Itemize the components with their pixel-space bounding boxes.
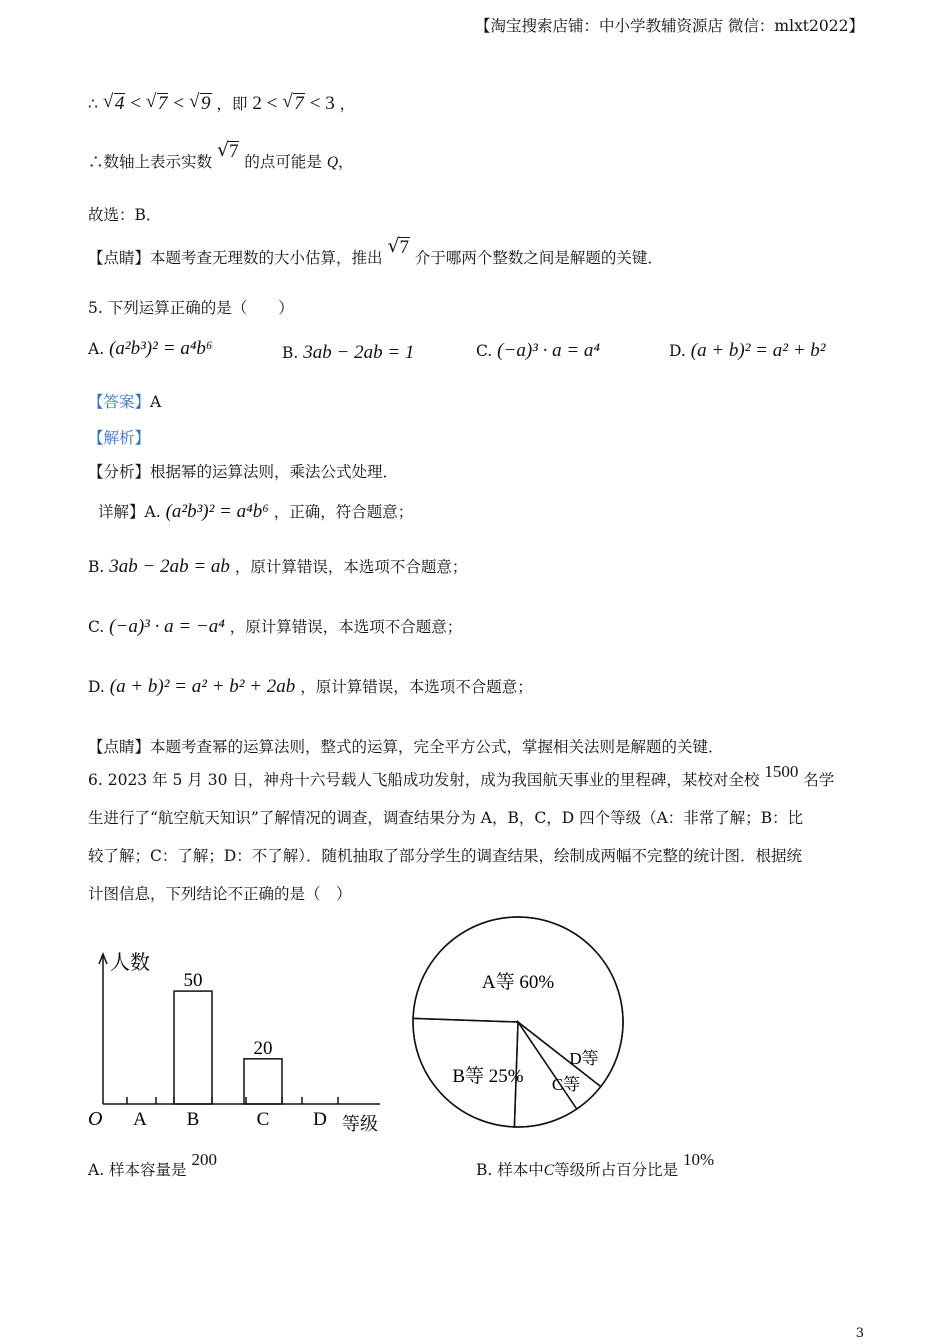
detail-c-pre: C. xyxy=(88,618,105,636)
q4-point-line xyxy=(88,141,354,172)
sqrt-7-b: √ 7 xyxy=(282,93,305,115)
q5-detail-b xyxy=(88,555,467,578)
bar-chart xyxy=(80,940,400,1140)
answer-value: A xyxy=(150,393,162,411)
pie-label-c: C等 xyxy=(551,1075,581,1094)
q6-opt-b-post: 等级所占百分比是 xyxy=(554,1161,679,1179)
therefore-symbol: ∴ xyxy=(88,95,98,113)
line2-pre: ∴数轴上表示实数 xyxy=(88,153,213,171)
q5-detail-c xyxy=(88,615,462,638)
bar-value-label-b: 50 xyxy=(183,970,203,992)
page-number: 3 xyxy=(855,1326,864,1341)
bar-b xyxy=(174,991,212,1104)
lt-2: < xyxy=(173,93,185,114)
detail-a-post: ，正确，符合题意； xyxy=(273,503,414,521)
comma-ji: ，即 xyxy=(216,95,248,113)
q6-opt-b-value: 10% xyxy=(683,1150,715,1169)
q4-dianjing xyxy=(88,237,663,268)
bar-category-label-b: B xyxy=(186,1109,200,1130)
detail-c-expr: (−a)³ · a = −a⁴ xyxy=(109,616,225,637)
detail-d-expr: (a + b)² = a² + b² + 2ab xyxy=(109,676,296,697)
detail-b-pre: B. xyxy=(88,558,105,576)
bar-origin-label: O xyxy=(88,1108,103,1130)
detail-a-expr: (a²b³)² = a⁴b⁶ xyxy=(165,501,269,522)
pie-label-d: D等 xyxy=(569,1049,599,1068)
pie-label-a: A等 60% xyxy=(481,972,555,993)
dianjing-pre: 【点睛】本题考查无理数的大小估算，推出 xyxy=(88,249,383,267)
q5-detail-a xyxy=(98,500,413,523)
q6-line1 xyxy=(88,762,835,790)
q6-opt-a-value: 200 xyxy=(191,1150,217,1169)
q5-fenxi: 【分析】根据幂的运算法则，乘法公式处理． xyxy=(88,463,399,481)
sqrt-7: √ 7 xyxy=(146,93,169,115)
q5-analysis-tag: 【解析】 xyxy=(88,429,151,447)
detail-c-post: ，原计算错误，本选项不合题意； xyxy=(229,618,463,636)
q5-option-c xyxy=(476,340,600,362)
bar-y-label: 人数 xyxy=(110,950,150,974)
q6-line1-post: 名学 xyxy=(803,771,835,789)
lt-1: < xyxy=(130,93,141,114)
opt-a-label: A. xyxy=(88,340,105,358)
opt-d-expr: (a + b)² = a² + b² xyxy=(690,340,826,361)
dianjing-post: 介于哪两个整数之间是解题的关键． xyxy=(414,249,663,267)
detail-d-post: ，原计算错误，本选项不合题意； xyxy=(300,678,533,696)
opt-b-expr: 3ab − 2ab = 1 xyxy=(303,342,415,363)
bar-c xyxy=(244,1059,282,1104)
bar-value-label-c: 20 xyxy=(253,1037,273,1059)
q5-stem: 5. 下列运算正确的是（ ） xyxy=(88,299,294,317)
sqrt-4: √ 4 xyxy=(103,93,126,115)
q5-detail-d xyxy=(88,675,533,698)
opt-a-rhs: = a⁴b⁶ xyxy=(162,338,213,359)
bar-category-label-d: D xyxy=(313,1109,327,1130)
q6-option-a xyxy=(88,1150,217,1180)
ineq2-left: 2 < xyxy=(252,93,278,114)
line2-end: ， xyxy=(338,153,354,171)
detail-a-pre: 详解】A. xyxy=(98,503,161,521)
q6-opt-a-text: A. 样本容量是 xyxy=(88,1161,187,1179)
header-shop-note: 【淘宝搜索店铺：中小学教辅资源店 微信：mlxt2022】 xyxy=(474,17,864,35)
bar-category-label-a: A xyxy=(133,1109,147,1130)
ineq2-right: < 3 xyxy=(309,93,335,114)
q6-line1-pre: 6. 2023 年 5 月 30 日，神舟十六号载人飞船成功发射，成为我国航天事业的里程碑，某校对全校 xyxy=(88,771,760,789)
comma-end: ， xyxy=(339,95,356,113)
opt-c-expr: (−a)³ · a = a⁴ xyxy=(497,340,601,361)
pie-chart xyxy=(408,912,630,1134)
opt-c-label: C. xyxy=(476,342,493,360)
q5-dianjing: 【点睛】本题考查幂的运算法则，整式的运算，完全平方公式，掌握相关法则是解题的关键． xyxy=(88,738,724,756)
answer-tag: 【答案】 xyxy=(88,393,151,411)
q6-opt-b-c: C xyxy=(543,1162,555,1179)
q6-line4: 计图信息，下列结论不正确的是（ ） xyxy=(88,885,352,903)
bar-x-label: 等级 xyxy=(342,1114,378,1135)
detail-d-pre: D. xyxy=(88,678,105,696)
q6-opt-b-pre: B. 样本中 xyxy=(476,1161,544,1179)
sqrt-9: √ 9 xyxy=(189,93,212,115)
q6-line2: 生进行了“航空航天知识”了解情况的调查，调查结果分为 A，B，C，D 四个等级（A：非常了解；B：比 xyxy=(88,809,804,827)
point-q: Q xyxy=(326,154,339,171)
opt-a-lhs: (a²b³)² xyxy=(109,338,158,359)
opt-d-label: D. xyxy=(669,342,686,360)
q5-option-a xyxy=(88,338,213,360)
bar-category-label-c: C xyxy=(256,1109,270,1130)
line2-post: 的点可能是 xyxy=(244,153,322,171)
q5-option-d xyxy=(669,340,825,362)
sqrt-7-d: √ 7 xyxy=(387,237,410,258)
q5-answer xyxy=(88,390,161,412)
pie-label-b: B等 25% xyxy=(452,1066,524,1087)
q5-option-b xyxy=(282,342,414,364)
detail-b-expr: 3ab − 2ab = ab xyxy=(109,556,230,577)
sqrt-7-c: √ 7 xyxy=(217,141,240,162)
q6-option-b xyxy=(476,1150,715,1180)
opt-b-label: B. xyxy=(282,344,299,362)
q6-line3: 较了解；C：了解；D：不了解）．随机抽取了部分学生的调查结果，绘制成两幅不完整的统计图．根据统 xyxy=(88,847,803,865)
q4-inequality-line xyxy=(88,92,355,115)
q4-choose: 故选：B． xyxy=(88,206,162,224)
q6-total-number: 1500 xyxy=(764,762,799,781)
detail-b-post: ，原计算错误，本选项不合题意； xyxy=(234,558,468,576)
